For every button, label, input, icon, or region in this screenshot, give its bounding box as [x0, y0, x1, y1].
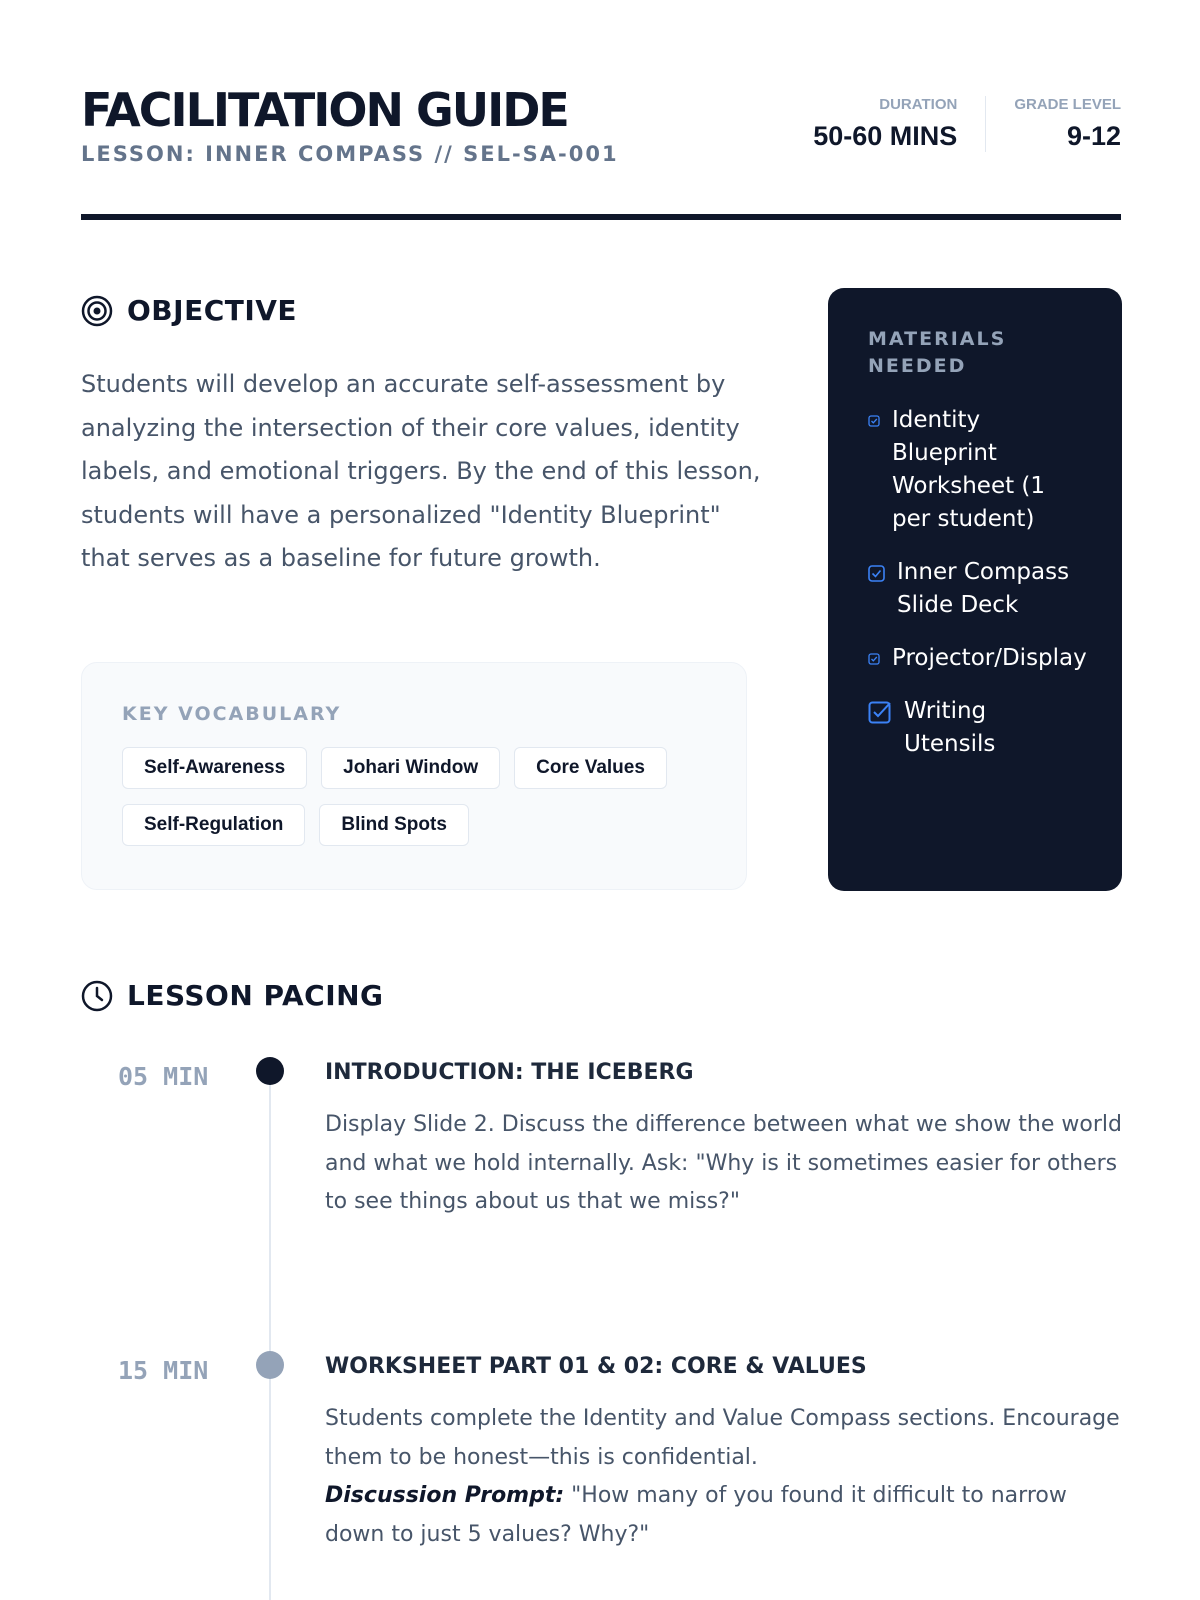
timeline-dot: [256, 1351, 284, 1379]
materials-title: MATERIALS NEEDED: [868, 328, 1007, 377]
lesson-meta: [813, 96, 1121, 152]
material-item: [868, 695, 1082, 761]
discussion-prompt-label: Discussion Prompt:: [325, 1483, 565, 1508]
step-body: Display Slide 2. Discuss the difference between what we show the world and what we hold internally. Ask: "Why is it sometimes easier for others to see things about us that we miss?": [325, 1112, 1122, 1214]
checkbox-icon: [868, 415, 880, 427]
material-text: Writing Utensils: [904, 698, 996, 757]
timeline-line: [269, 1072, 271, 1358]
materials-panel: [828, 288, 1122, 891]
page-title: FACILITATION GUIDE: [81, 83, 568, 137]
material-item: [868, 642, 1087, 675]
vocab-chip: Johari Window: [321, 747, 500, 789]
step-title: WORKSHEET PART 01 & 02: CORE & VALUES: [325, 1354, 867, 1379]
vocabulary-chips: [122, 747, 712, 846]
checkbox-icon: [868, 700, 892, 724]
material-text: Inner Compass Slide Deck: [897, 559, 1070, 618]
timeline-line: [269, 1366, 271, 1600]
step-body-text: Students complete the Identity and Value Compass sections. Encourage them to be honest—this is confidential.: [325, 1406, 1120, 1470]
material-text: Projector/Display: [892, 645, 1087, 671]
material-text: Identity Blueprint Worksheet (1 per student): [892, 407, 1046, 532]
step-time: 05 MIN: [118, 1062, 209, 1091]
grade-label: GRADE LEVEL: [1014, 96, 1121, 113]
grade-value: 9-12: [1066, 121, 1121, 151]
step-title: INTRODUCTION: THE ICEBERG: [325, 1060, 694, 1085]
vocab-chip: Blind Spots: [319, 804, 469, 846]
objective-title: OBJECTIVE: [127, 294, 298, 327]
vocab-chip: Core Values: [514, 747, 667, 789]
header-divider: [81, 214, 1121, 220]
discussion-prompt-text: "How many of you found it difficult to narrow down to just 5 values? Why?": [325, 1483, 1067, 1547]
target-icon: [81, 295, 113, 327]
timeline-dot: [256, 1057, 284, 1085]
objective-heading: [81, 294, 297, 327]
step-time: 15 MIN: [118, 1356, 209, 1385]
pacing-title: LESSON PACING: [127, 979, 384, 1012]
objective-text: Students will develop an accurate self-assessment by analyzing the intersection of their core values, identity labels, and emotional triggers. By the end of this lesson, students will have a personalized "Identity Blueprint" that serves as a baseline for future growth.: [81, 370, 761, 572]
duration-value: 50-60 MINS: [813, 121, 958, 151]
material-item: [868, 556, 1082, 622]
page-header: [81, 84, 1121, 224]
clock-icon: [81, 980, 113, 1012]
step-body: [325, 1400, 1125, 1554]
vocab-chip: Self-Awareness: [122, 747, 307, 789]
materials-list: [868, 404, 1087, 761]
duration-meta: [813, 96, 986, 152]
vocabulary-label: KEY VOCABULARY: [122, 703, 342, 725]
vocabulary-card: [81, 662, 747, 890]
pacing-heading: [81, 979, 384, 1012]
vocab-chip: Self-Regulation: [122, 804, 305, 846]
duration-label: DURATION: [879, 96, 958, 113]
lesson-subtitle: LESSON: INNER COMPASS // SEL-SA-001: [81, 142, 619, 166]
grade-meta: [986, 96, 1121, 152]
material-item: [868, 404, 1082, 536]
checkbox-icon: [868, 565, 885, 582]
checkbox-icon: [868, 653, 880, 665]
